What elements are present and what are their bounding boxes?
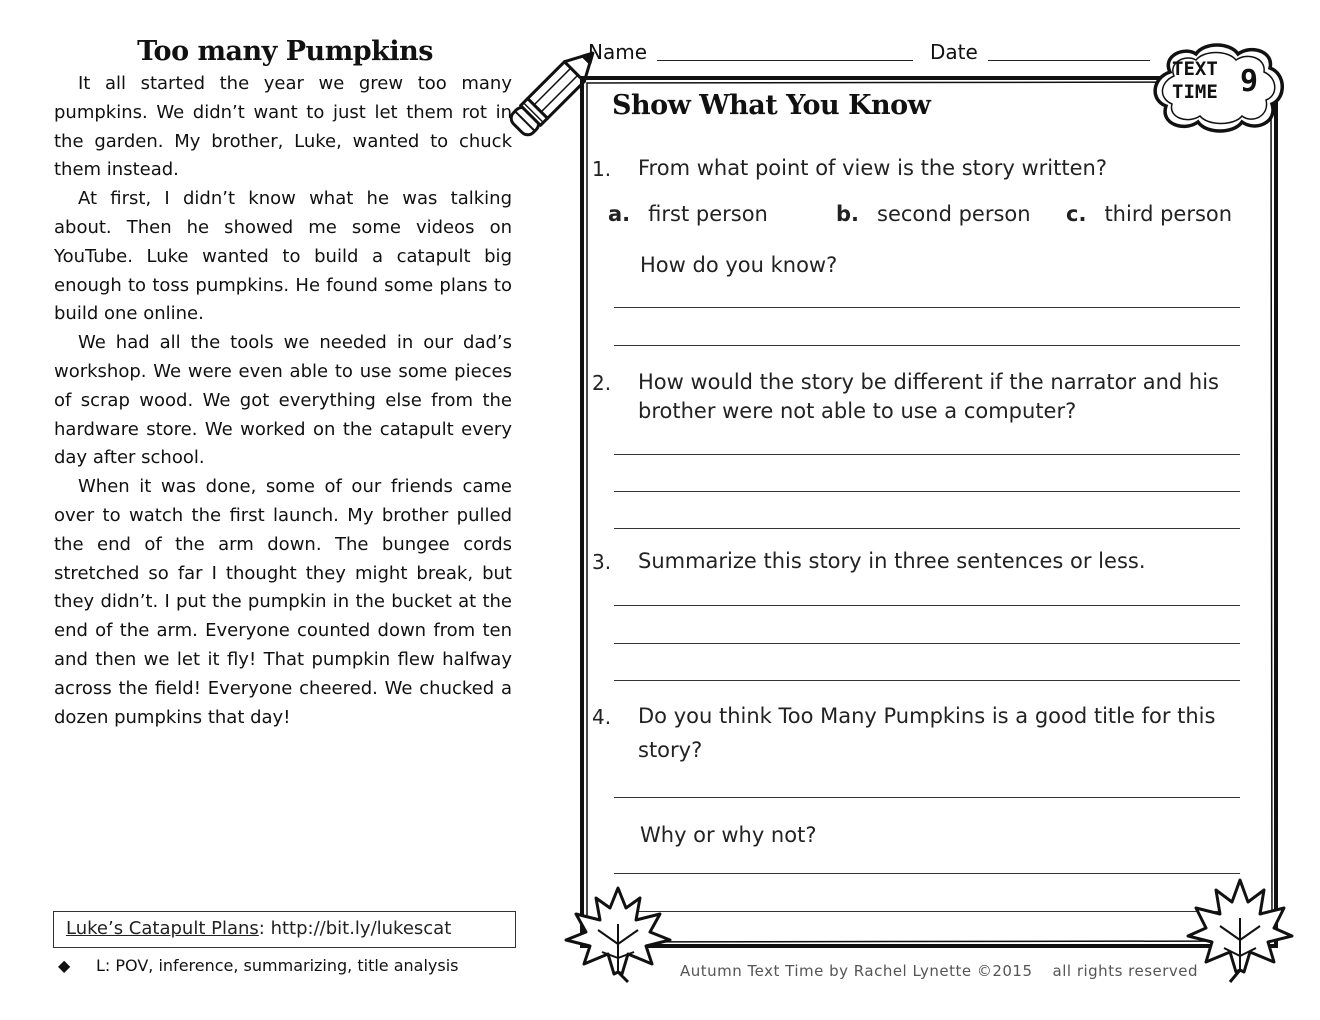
maple-leaf-icon xyxy=(1184,876,1296,986)
source-link-label[interactable]: Luke’s Catapult Plans xyxy=(66,918,259,939)
question-2-line1: How would the story be different if the narrator and his xyxy=(638,370,1219,394)
question-4-line2: story? xyxy=(638,738,703,762)
story-paragraph: We had all the tools we needed in our dad’s workshop. We were even able to use some pieces of scrap wood. We got everything else from the hardware store. We worked on the catapult every day after school. xyxy=(54,332,512,469)
source-box xyxy=(53,911,516,948)
answer-line[interactable] xyxy=(614,528,1240,529)
option-a[interactable] xyxy=(608,202,768,226)
name-label: Name xyxy=(588,40,648,64)
rights-text: all rights reserved xyxy=(1052,962,1199,980)
maple-leaf-icon xyxy=(562,884,674,984)
answer-line[interactable] xyxy=(614,797,1240,798)
answer-line[interactable] xyxy=(614,454,1240,455)
question-1-followup: How do you know? xyxy=(640,253,838,277)
question-3-text: Summarize this story in three sentences or less. xyxy=(638,549,1146,573)
answer-line[interactable] xyxy=(614,307,1240,308)
option-letter: b. xyxy=(836,202,860,226)
cloud-badge-icon xyxy=(1148,42,1288,134)
story-text xyxy=(54,70,512,732)
option-text: second person xyxy=(877,202,1031,226)
option-letter: a. xyxy=(608,202,631,226)
question-2-line2: brother were not able to use a computer? xyxy=(638,399,1077,423)
question-number: 2. xyxy=(592,371,612,395)
credit-text: Autumn Text Time by Rachel Lynette ©2015 xyxy=(680,962,1033,980)
source-url[interactable]: : http://bit.ly/lukescat xyxy=(258,918,452,939)
name-field[interactable] xyxy=(588,40,913,64)
footer-credit xyxy=(680,962,1198,980)
story-paragraph: It all started the year we grew too many pumpkins. We didn’t want to just let them rot in the garden. My brother, Luke, wanted to chuck them instead. xyxy=(54,73,512,181)
story-paragraph: At first, I didn’t know what he was talking about. Then he showed me some videos on YouTube. Luke wanted to build a catapult big enough to toss pumpkins. He found some plans to build one online. xyxy=(54,188,512,325)
skills-line xyxy=(58,956,459,975)
name-line[interactable] xyxy=(657,42,913,61)
answer-line[interactable] xyxy=(614,643,1240,644)
badge-number: 9 xyxy=(1240,64,1259,99)
skills-text: L: POV, inference, summarizing, title analysis xyxy=(96,956,459,975)
answer-line[interactable] xyxy=(614,873,1240,874)
diamond-bullet-icon: ◆ xyxy=(58,956,71,975)
answer-line[interactable] xyxy=(614,605,1240,606)
question-4-line1: Do you think Too Many Pumpkins is a good title for this xyxy=(638,704,1216,728)
question-4-followup: Why or why not? xyxy=(640,823,817,847)
option-letter: c. xyxy=(1066,202,1087,226)
story-paragraph: When it was done, some of our friends came over to watch the first launch. My brother pulled the end of the arm down. The bungee cords stretched so far I thought they might break, but they didn’t. I put the pumpkin in the bucket at the end of the arm. Everyone counted down from ten and then we let it fly! That pumpkin flew halfway across the field! Everyone cheered. We chucked a dozen pumpkins that day! xyxy=(54,476,512,728)
badge-line2: TIME xyxy=(1172,81,1218,103)
option-c[interactable] xyxy=(1066,202,1232,226)
answer-line[interactable] xyxy=(614,345,1240,346)
date-field[interactable] xyxy=(930,40,1150,64)
story-title: Too many Pumpkins xyxy=(137,36,433,67)
answer-line[interactable] xyxy=(614,911,1240,912)
question-number: 4. xyxy=(592,705,612,729)
question-number: 3. xyxy=(592,550,612,574)
option-text: third person xyxy=(1104,202,1233,226)
section-title: Show What You Know xyxy=(612,90,931,121)
badge-text xyxy=(1172,58,1218,104)
answer-line[interactable] xyxy=(614,680,1240,681)
date-line[interactable] xyxy=(988,42,1150,61)
answer-line[interactable] xyxy=(614,491,1240,492)
badge-line1: TEXT xyxy=(1172,58,1218,80)
option-b[interactable] xyxy=(836,202,1031,226)
question-number: 1. xyxy=(592,157,612,181)
question-1-text: From what point of view is the story written? xyxy=(638,156,1107,180)
option-text: first person xyxy=(648,202,768,226)
date-label: Date xyxy=(930,40,978,64)
